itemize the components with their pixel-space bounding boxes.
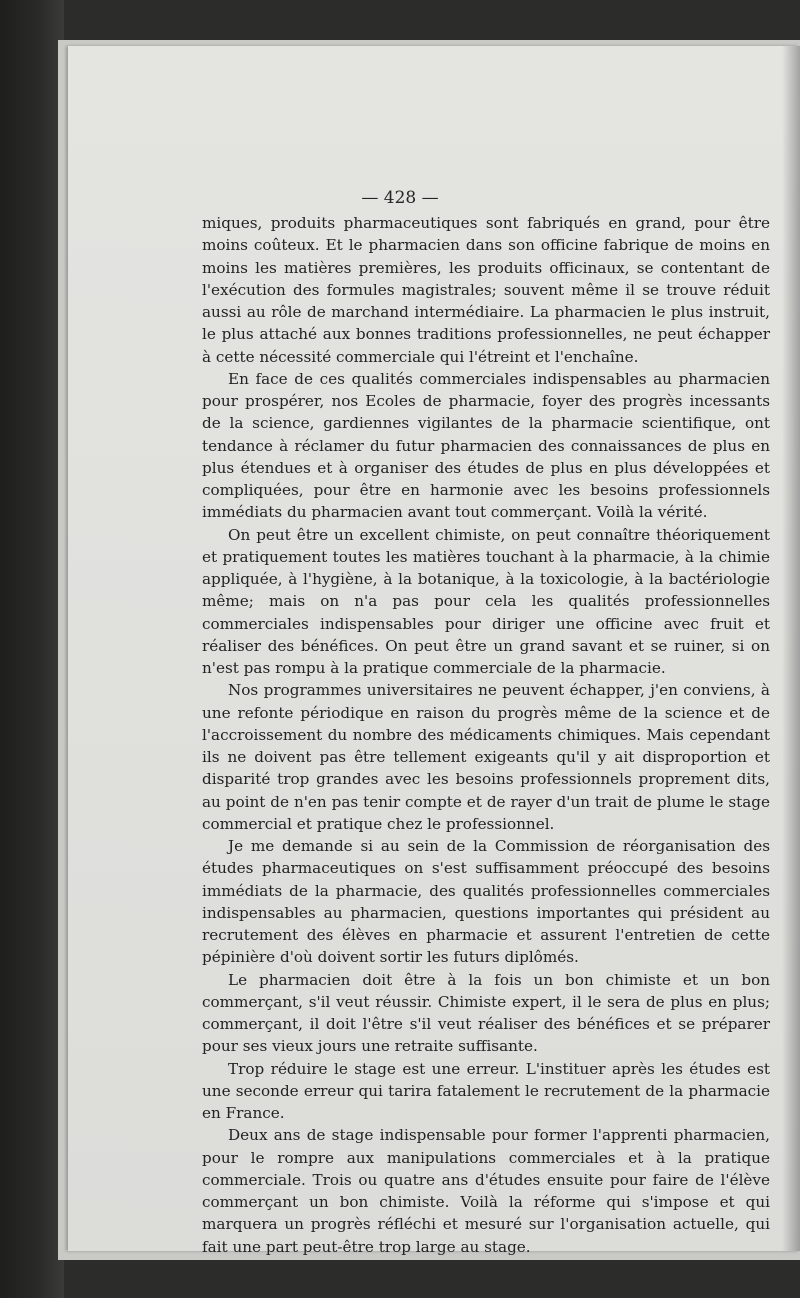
paragraph-7: Trop réduire le stage est une erreur. L'instituer après les études est une seconde erreur qui tarira fatalement le recrutement de la pharmacie en France.	[202, 1059, 770, 1122]
body-text	[202, 212, 770, 1258]
page-curl-shadow	[782, 46, 800, 1251]
paragraph-5: Je me demande si au sein de la Commission de réorganisation des études pharmaceutiques on s'est suffisamment préoccupé des besoins immédiats de la pharmacie, des qualités professionnelles commerciales indispensables au pharmacien, questions importantes qui président au recrutement des élèves en pharmacie et assurent l'entretien de cette pépinière d'où doivent sortir les futurs diplômés.	[202, 837, 770, 967]
paragraph-2: En face de ces qualités commerciales indispensables au pharmacien pour prospérer, nos Ecoles de pharmacie, foyer des progrès incessants de la science, gardiennes vigilantes de la pharmacie scientifique, ont tendance à réclamer du futur pharmacien des connaissances de plus en plus étendues et à organiser des études de plus en plus développées et compliquées, pour être en harmonie avec les besoins professionnels immédiats du pharmacien avant tout commerçant. Voilà la vérité.	[202, 369, 770, 522]
paragraph-3: On peut être un excellent chimiste, on peut connaître théoriquement et pratiquement toutes les matières touchant à la pharmacie, à la chimie appliquée, à l'hygiène, à la botanique, à la toxicologie, à la bactériologie même; mais on n'a pas pour cela les qualités professionnelles commerciales indispensables pour diriger une officine avec fruit et réaliser des bénéfices. On peut être un grand savant et se ruiner, si on n'est pas rompu à la pratique commerciale de la pharmacie.	[202, 525, 770, 677]
page-number: — 428 —	[361, 188, 439, 208]
paragraph-6: Le pharmacien doit être à la fois un bon chimiste et un bon commerçant, s'il veut réussir. Chimiste expert, il le sera de plus en plus; commerçant, il doit l'être s'il veut réaliser des bénéfices et se préparer pour ses vieux jours une retraite suffisante.	[202, 970, 770, 1056]
paragraph-1: miques, produits pharmaceutiques sont fabriqués en grand, pour être moins coûteux. Et le pharmacien dans son officine fabrique de moins en moins les matières premières, les produits officinaux, se contentant de l'exécution des formules magistrales; souvent même il se trouve réduit aussi au rôle de marchand intermédiaire. La pharmacien le plus instruit, le plus attaché aux bonnes traditions professionnelles, ne peut échapper à cette nécessité commerciale qui l'étreint et l'enchaîne.	[202, 214, 770, 366]
paragraph-4: Nos programmes universitaires ne peuvent échapper, j'en conviens, à une refonte périodique en raison du progrès même de la science et de l'accroissement du nombre des médicaments chimiques. Mais cependant ils ne doivent pas être tellement exigeants qu'il y ait disproportion et disparité trop grandes avec les besoins professionnels proprement dits, au point de n'en pas tenir compte et de rayer d'un trait de plume le stage commercial et pratique chez le professionnel.	[202, 681, 770, 833]
paragraph-8: Deux ans de stage indispensable pour former l'apprenti pharmacien, pour le rompre aux manipulations commerciales et à la pratique commerciale. Trois ou quatre ans d'études ensuite pour faire de l'élève commerçant un bon chimiste. Voilà la réforme qui s'impose et qui marquera un progrès réfléchi et mesuré sur l'organisation actuelle, qui fait une part peut-être trop large au stage.	[202, 1126, 770, 1256]
